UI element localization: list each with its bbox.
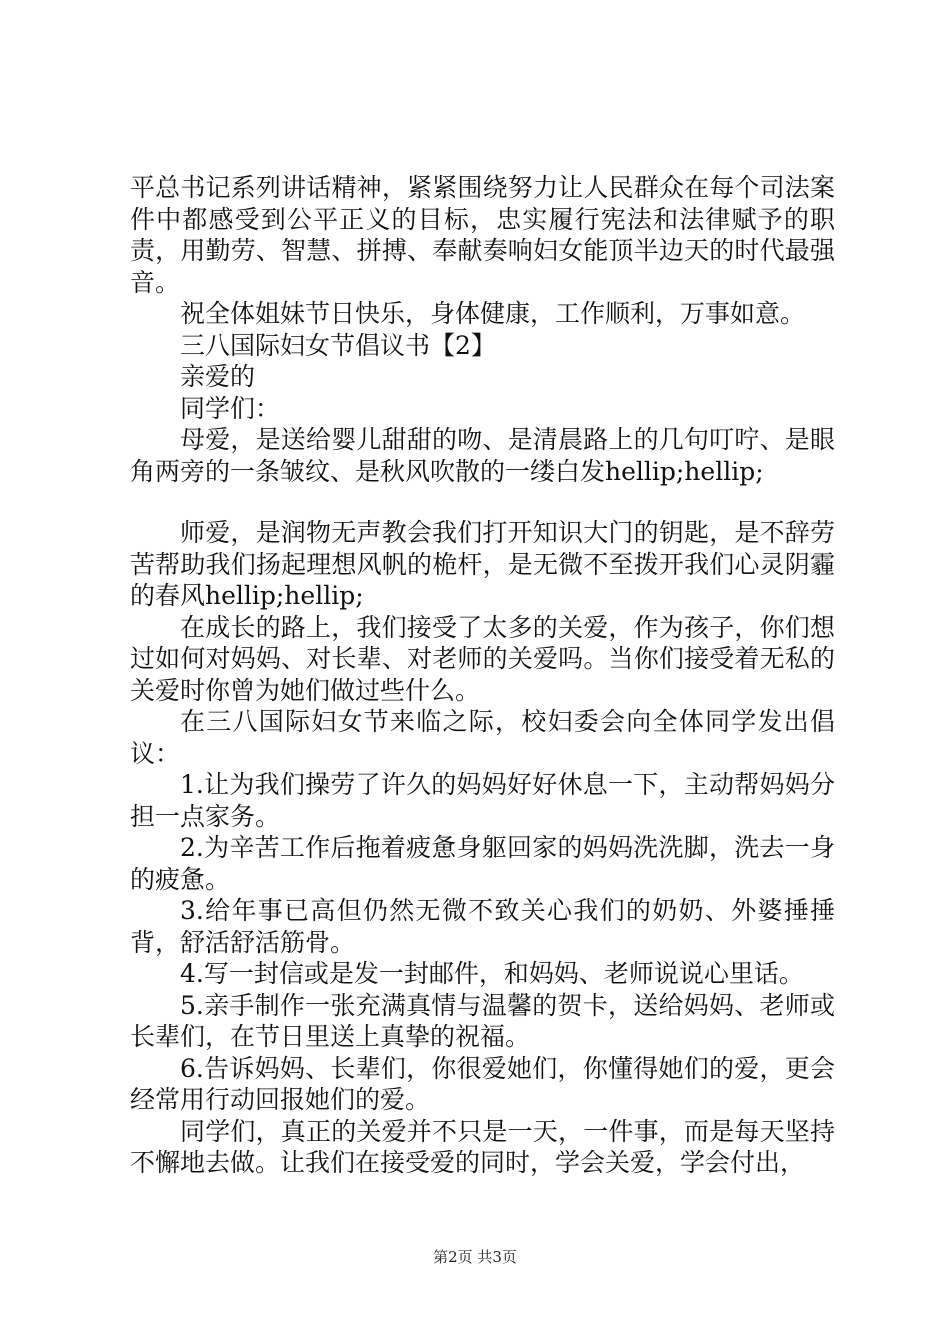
proposal-item-4: 4.写一封信或是发一封邮件，和妈妈、老师说说心里话。 — [180, 959, 804, 988]
paragraph-mother-love: 母爱，是送给婴儿甜甜的吻、是清晨路上的几句叮咛、是眼角两旁的一条皱纹、是秋风吹散的一缕白发hellip;hellip; — [130, 425, 835, 486]
proposal-item-1: 1.让为我们操劳了许久的妈妈好好休息一下，主动帮妈妈分担一点家务。 — [130, 770, 835, 831]
paragraph-closing: 同学们，真正的关爱并不只是一天，一件事，而是每天坚持不懈地去做。让我们在接受爱的同时，学会关爱，学会付出， — [130, 1116, 835, 1177]
paragraph-growth: 在成长的路上，我们接受了太多的关爱，作为孩子，你们想过如何对妈妈、对长辈、对老师的关爱吗。当你们接受着无私的关爱时你曾为她们做过些什么。 — [130, 612, 835, 705]
salutation-line-1: 亲爱的 — [180, 362, 256, 391]
proposal-item-3: 3.给年事已高但仍然无微不致关心我们的奶奶、外婆捶捶背，舒活舒活筋骨。 — [130, 896, 835, 957]
section-title: 三八国际妇女节倡议书【2】 — [180, 330, 496, 360]
proposal-item-2: 2.为辛苦工作后拖着疲惫身躯回家的妈妈洗洗脚，洗去一身的疲惫。 — [130, 833, 835, 894]
paragraph-continuation: 平总书记系列讲话精神，紧紧围绕努力让人民群众在每个司法案件中都感受到公平正义的目标，忠实履行宪法和法律赋予的职责，用勤劳、智慧、拼搏、奉献奏响妇女能顶半边天的时代最强音。 — [130, 173, 835, 297]
proposal-item-5: 5.亲手制作一张充满真情与温馨的贺卡，送给妈妈、老师或长辈们，在节日里送上真挚的祝福。 — [130, 990, 835, 1051]
page-number-footer: 第2页 共3页 — [433, 1248, 517, 1266]
salutation-line-2: 同学们： — [180, 393, 281, 423]
paragraph-teacher-love: 师爱，是润物无声教会我们打开知识大门的钥匙，是不辞劳苦帮助我们扬起理想风帆的桅杆，是无微不至拨开我们心灵阴霾的春风hellip;hellip; — [130, 518, 835, 610]
paragraph-blessing: 祝全体姐妹节日快乐，身体健康，工作顺利，万事如意。 — [180, 299, 806, 328]
document-body — [130, 172, 835, 1179]
proposal-item-6: 6.告诉妈妈、长辈们，你很爱她们，你懂得她们的爱，更会经常用行动回报她们的爱。 — [130, 1053, 835, 1114]
paragraph-proposal-intro: 在三八国际妇女节来临之际，校妇委会向全体同学发出倡议： — [130, 707, 835, 768]
